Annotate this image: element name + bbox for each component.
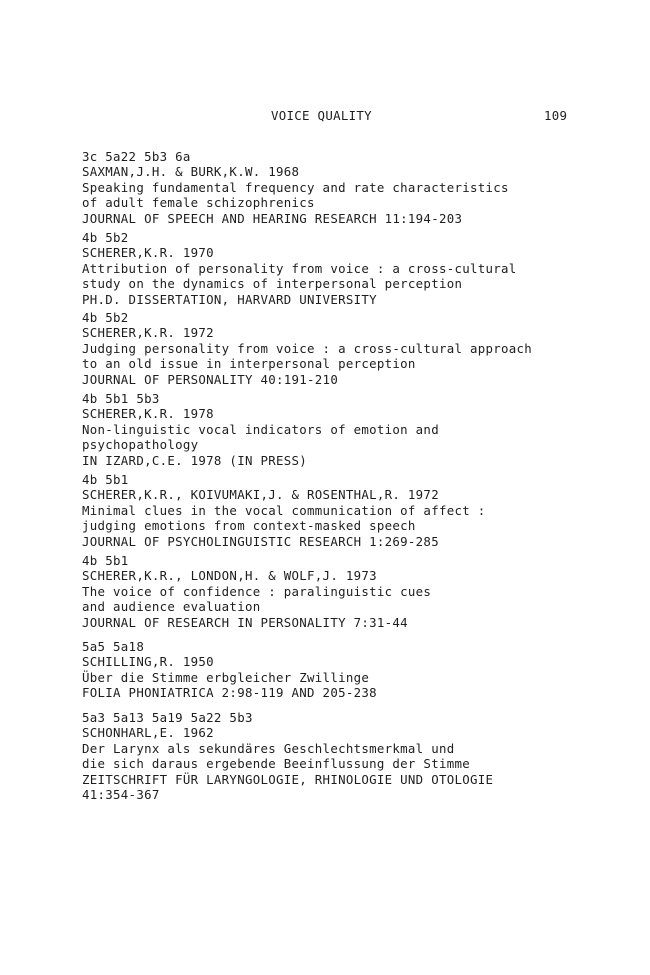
entry-title-line: Minimal clues in the vocal communication of affect : bbox=[82, 502, 486, 518]
entry-codes: 4b 5b2 bbox=[82, 310, 129, 325]
entry-codes: 4b 5b1 bbox=[82, 472, 129, 487]
bibliography-entry bbox=[82, 391, 582, 468]
entry-source-line: JOURNAL OF SPEECH AND HEARING RESEARCH 11:194-203 bbox=[82, 210, 463, 226]
entry-authors: SAXMAN,J.H. & BURK,K.W. 1968 bbox=[82, 164, 300, 180]
entry-title-line: study on the dynamics of interpersonal perception bbox=[82, 276, 463, 292]
entry-title-line: psychopathology bbox=[82, 437, 199, 453]
entry-title-line: Non-linguistic vocal indicators of emotion and bbox=[82, 421, 439, 437]
entry-authors: SCHERER,K.R. 1970 bbox=[82, 245, 214, 261]
entry-authors: SCHERER,K.R., LONDON,H. & WOLF,J. 1973 bbox=[82, 568, 377, 584]
entry-source-line: JOURNAL OF PSYCHOLINGUISTIC RESEARCH 1:269-285 bbox=[82, 533, 439, 549]
bibliography-entry bbox=[82, 149, 582, 226]
entry-codes: 4b 5b1 5b3 bbox=[82, 391, 160, 406]
entry-source-line: JOURNAL OF RESEARCH IN PERSONALITY 7:31-44 bbox=[82, 614, 408, 630]
entry-codes: 4b 5b2 bbox=[82, 230, 129, 245]
running-title: VOICE QUALITY bbox=[271, 108, 372, 123]
entry-authors: SCHONHARL,E. 1962 bbox=[82, 725, 214, 741]
entry-authors: SCHERER,K.R., KOIVUMAKI,J. & ROSENTHAL,R. 1972 bbox=[82, 487, 439, 503]
entry-codes: 5a3 5a13 5a19 5a22 5b3 bbox=[82, 710, 253, 725]
entry-title-line: to an old issue in interpersonal perception bbox=[82, 356, 416, 372]
entry-source-line: JOURNAL OF PERSONALITY 40:191-210 bbox=[82, 371, 339, 387]
entry-title-line: Attribution of personality from voice : a cross-cultural bbox=[82, 260, 517, 276]
entry-title-line: of adult female schizophrenics bbox=[82, 195, 315, 211]
entry-title-line: Judging personality from voice : a cross-cultural approach bbox=[82, 340, 533, 356]
entry-source-line: ZEITSCHRIFT FÜR LARYNGOLOGIE, RHINOLOGIE UND OTOLOGIE bbox=[82, 771, 494, 787]
entry-source-line: FOLIA PHONIATRICA 2:98-119 AND 205-238 bbox=[82, 685, 377, 701]
entry-source-line: PH.D. DISSERTATION, HARVARD UNIVERSITY bbox=[82, 291, 377, 307]
entry-source-line: IN IZARD,C.E. 1978 (IN PRESS) bbox=[82, 452, 308, 468]
entry-title-line: and audience evaluation bbox=[82, 599, 261, 615]
bibliography-entry bbox=[82, 230, 582, 307]
entry-title-line: Speaking fundamental frequency and rate characteristics bbox=[82, 179, 509, 195]
entry-authors: SCHERER,K.R. 1978 bbox=[82, 406, 214, 422]
entry-authors: SCHILLING,R. 1950 bbox=[82, 654, 214, 670]
bibliography-entry bbox=[82, 553, 582, 630]
entry-authors: SCHERER,K.R. 1972 bbox=[82, 325, 214, 341]
bibliography-entry bbox=[82, 639, 582, 701]
entry-codes: 3c 5a22 5b3 6a bbox=[82, 149, 191, 164]
page-number: 109 bbox=[544, 108, 568, 123]
entry-codes: 4b 5b1 bbox=[82, 553, 129, 568]
bibliography-entry bbox=[82, 310, 582, 387]
entry-source-line: 41:354-367 bbox=[82, 786, 160, 802]
bibliography-entry bbox=[82, 472, 582, 549]
entry-codes: 5a5 5a18 bbox=[82, 639, 145, 654]
bibliography-entry bbox=[82, 710, 582, 802]
entry-title-line: die sich daraus ergebende Beeinflussung der Stimme bbox=[82, 756, 470, 772]
entry-title-line: Über die Stimme erbgleicher Zwillinge bbox=[82, 669, 370, 685]
entry-title-line: Der Larynx als sekundäres Geschlechtsmerkmal und bbox=[82, 740, 455, 756]
entry-title-line: The voice of confidence : paralinguistic cues bbox=[82, 583, 432, 599]
entry-title-line: judging emotions from context-masked speech bbox=[82, 518, 416, 534]
